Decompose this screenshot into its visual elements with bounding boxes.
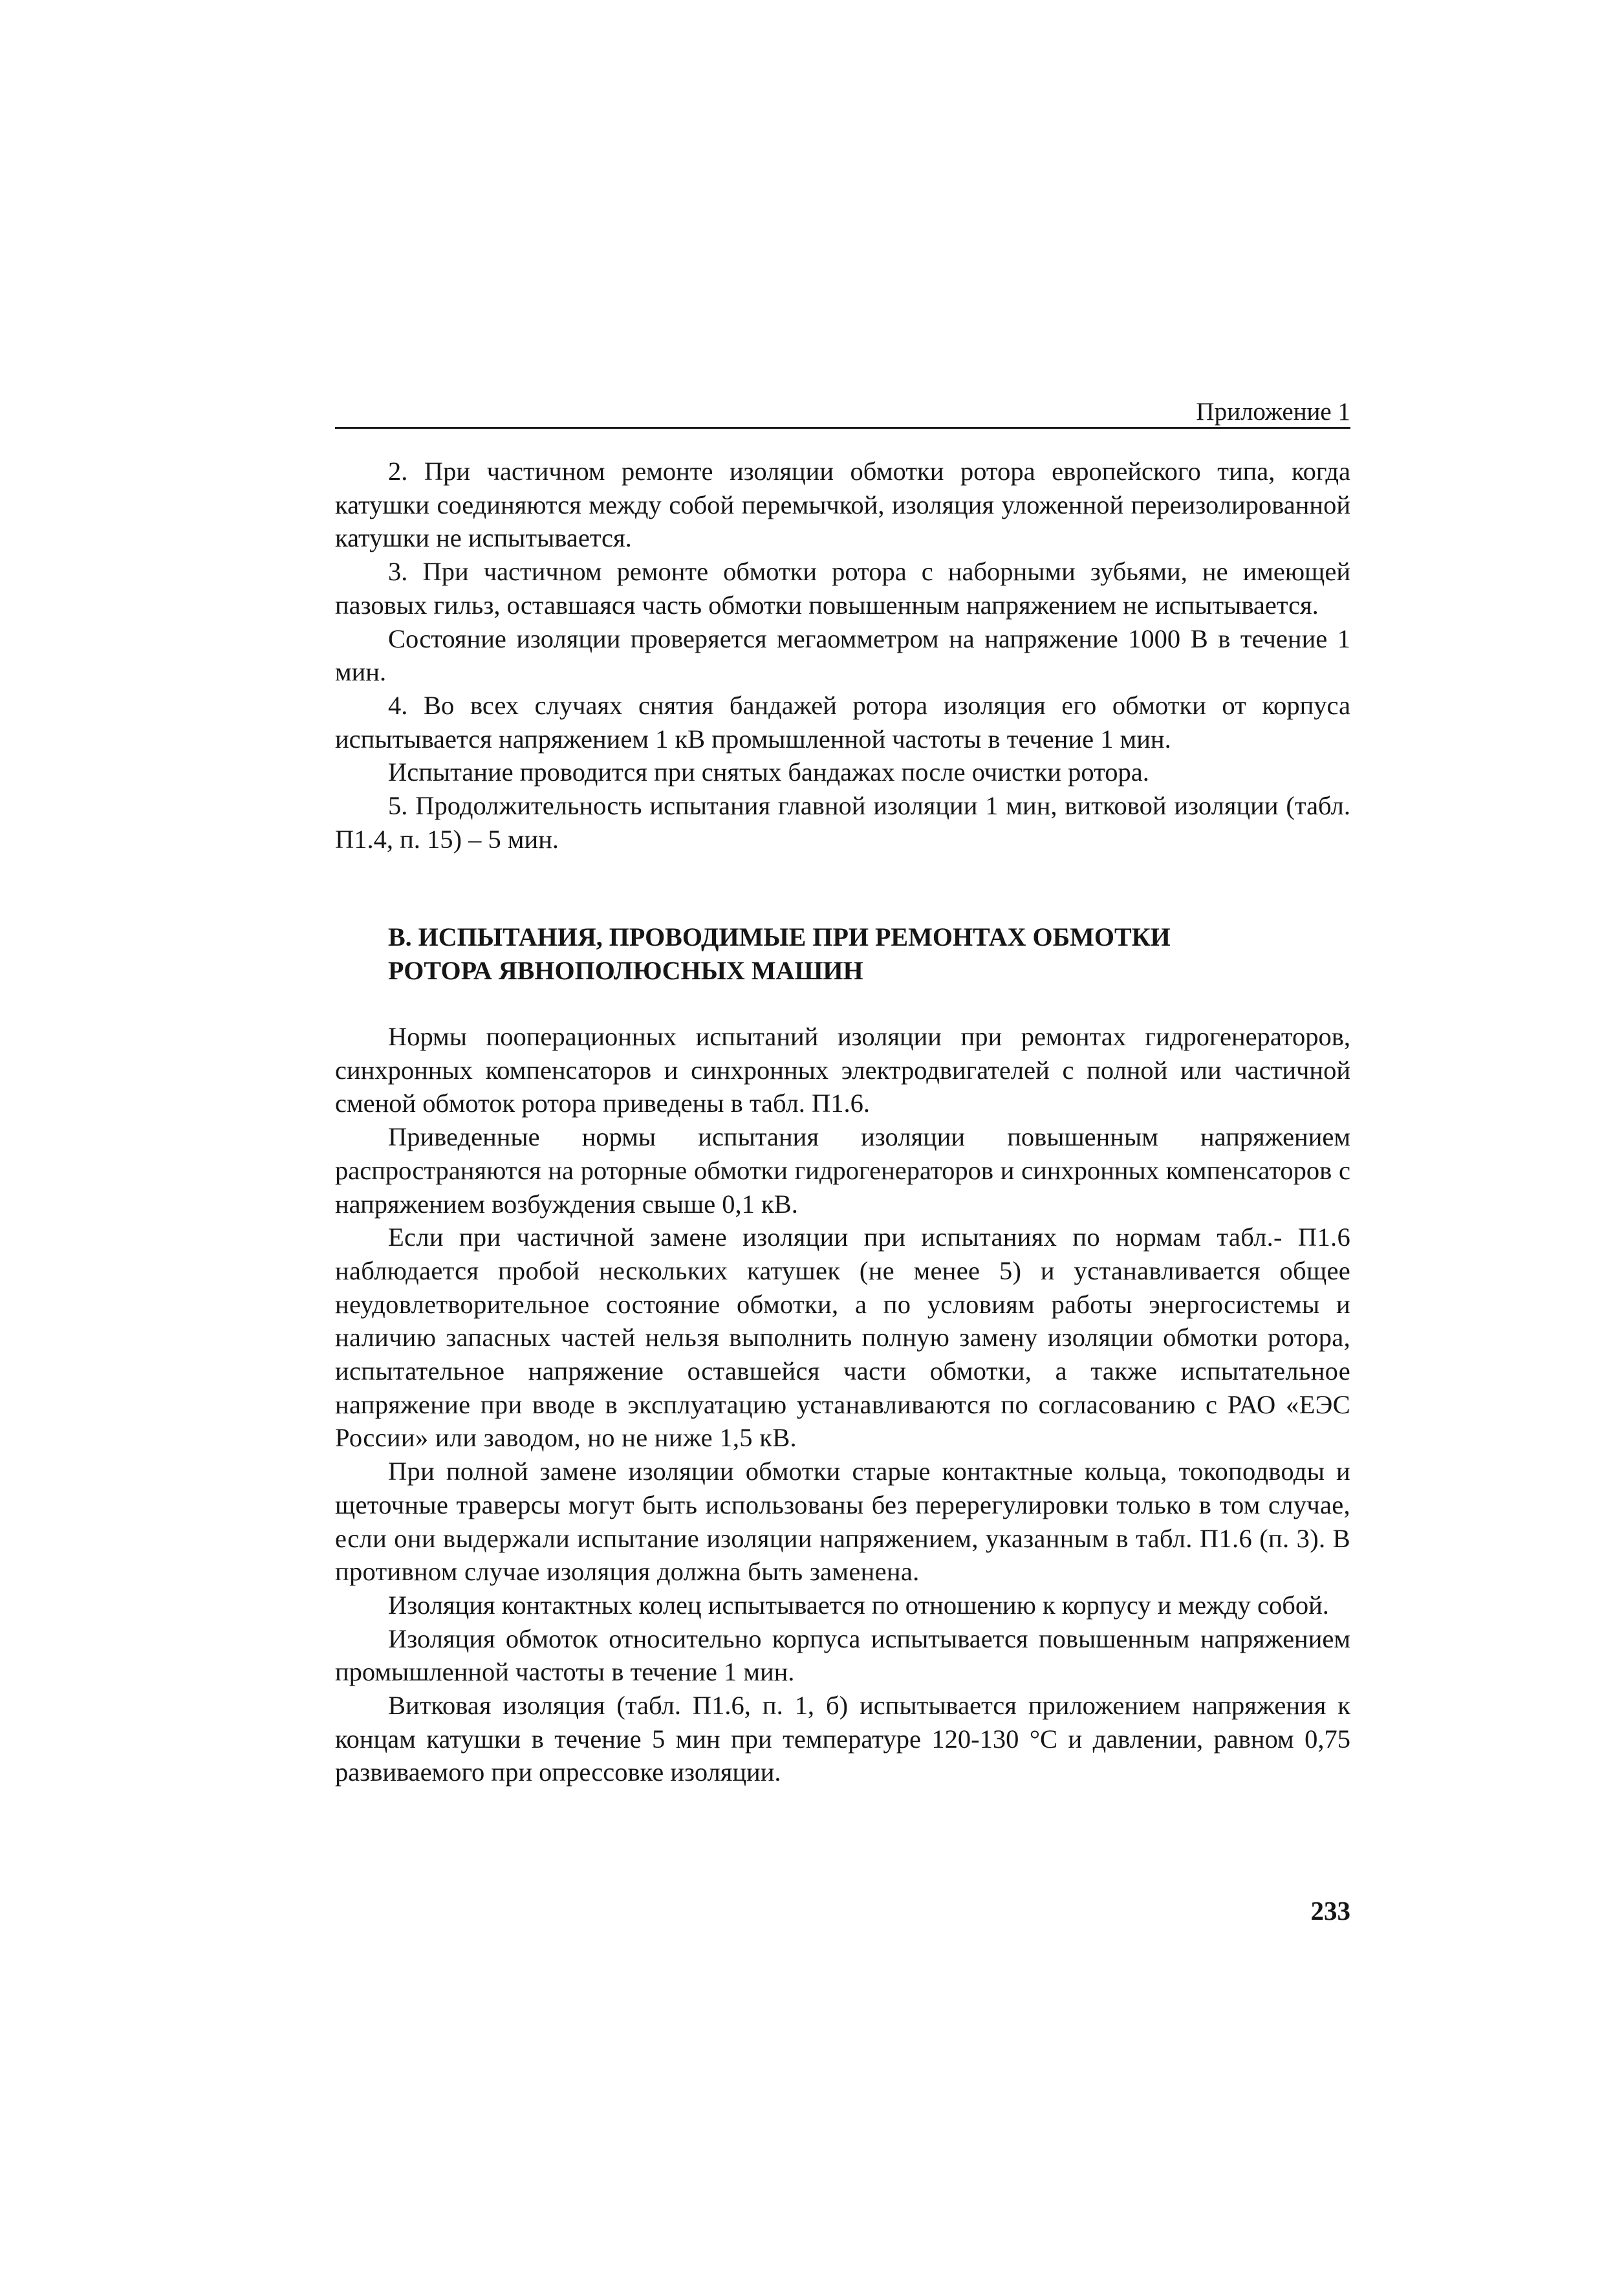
paragraph: Витковая изоляция (табл. П1.6, п. 1, б) испытывается приложением напряжения к концам катушки в течение 5 мин при температуре 120-130 °С и давлении, равном 0,75 развиваемого при опрессовке изоляции. <box>335 1691 1350 1787</box>
running-title: Приложение 1 <box>1196 398 1350 426</box>
section-heading <box>388 920 1345 988</box>
paragraph: 5. Продолжительность испытания главной изоляции 1 мин, витковой изоляции (табл. П1.4, п. 15) – 5 мин. <box>335 791 1350 854</box>
paragraph: При полной замене изоляции обмотки старые контактные кольца, токоподводы и щеточные траверсы могут быть использованы без перерегулировки только в том случае, если они выдержали испытание изоляции напряжением, указанным в табл. П1.6 (п. 3). В противном случае изоляция должна быть заменена. <box>335 1457 1350 1587</box>
paragraph: Нормы пооперационных испытаний изоляции при ремонтах гидрогенераторов, синхронных компенсаторов и синхронных электродвигателей с полной или частичной сменой обмоток ротора приведены в табл. П1.6. <box>335 1022 1350 1118</box>
running-header <box>335 393 1350 429</box>
paragraph: 2. При частичном ремонте изоляции обмотки ротора европейского типа, когда катушки соединяются между собой перемычкой, изоляция уложенной переизолированной катушки не испытывается. <box>335 457 1350 553</box>
paragraph: Изоляция обмоток относительно корпуса испытывается повышенным напряжением промышленной частоты в течение 1 мин. <box>335 1624 1350 1687</box>
paragraph: Испытание проводится при снятых бандажах после очистки ротора. <box>388 757 1149 787</box>
bottom-text-block <box>335 1020 1350 1789</box>
paragraph: 3. При частичном ремонте обмотки ротора с наборными зубьями, не имеющей пазовых гильз, оставшаяся часть обмотки повышенным напряжением не испытывается. <box>335 557 1350 620</box>
page-number: 233 <box>1310 1896 1350 1926</box>
section-heading-line-1: В. ИСПЫТАНИЯ, ПРОВОДИМЫЕ ПРИ РЕМОНТАХ ОБМОТКИ <box>388 922 1171 951</box>
top-text-block <box>335 455 1350 856</box>
paragraph: 4. Во всех случаях снятия бандажей ротора изоляция его обмотки от корпуса испытывается напряжением 1 кВ промышленной частоты в течение 1 мин. <box>335 690 1350 754</box>
paragraph: Приведенные нормы испытания изоляции повышенным напряжением распространяются на роторные обмотки гидрогенераторов и синхронных компенсаторов с напряжением возбуждения свыше 0,1 кВ. <box>335 1122 1350 1219</box>
paragraph: Состояние изоляции проверяется мегаомметром на напряжение 1000 В в течение 1 мин. <box>335 624 1350 687</box>
section-heading-line-2: РОТОРА ЯВНОПОЛЮСНЫХ МАШИН <box>388 956 863 985</box>
paragraph: Если при частичной замене изоляции при испытаниях по нормам табл.- П1.6 наблюдается пробой нескольких катушек (не менее 5) и устанавливается общее неудовлетворительное состояние обмотки, а по условиям работы энергосистемы и наличию запасных частей нельзя выполнить полную замену изоляции обмотки ротора, испытательное напряжение оставшейся части обмотки, а также испытательное напряжение при вводе в эксплуатацию устанавливаются по согласованию с РАО «ЕЭС России» или заводом, но не ниже 1,5 кВ. <box>335 1222 1350 1453</box>
paragraph: Изоляция контактных колец испытывается по отношению к корпусу и между собой. <box>388 1590 1329 1620</box>
